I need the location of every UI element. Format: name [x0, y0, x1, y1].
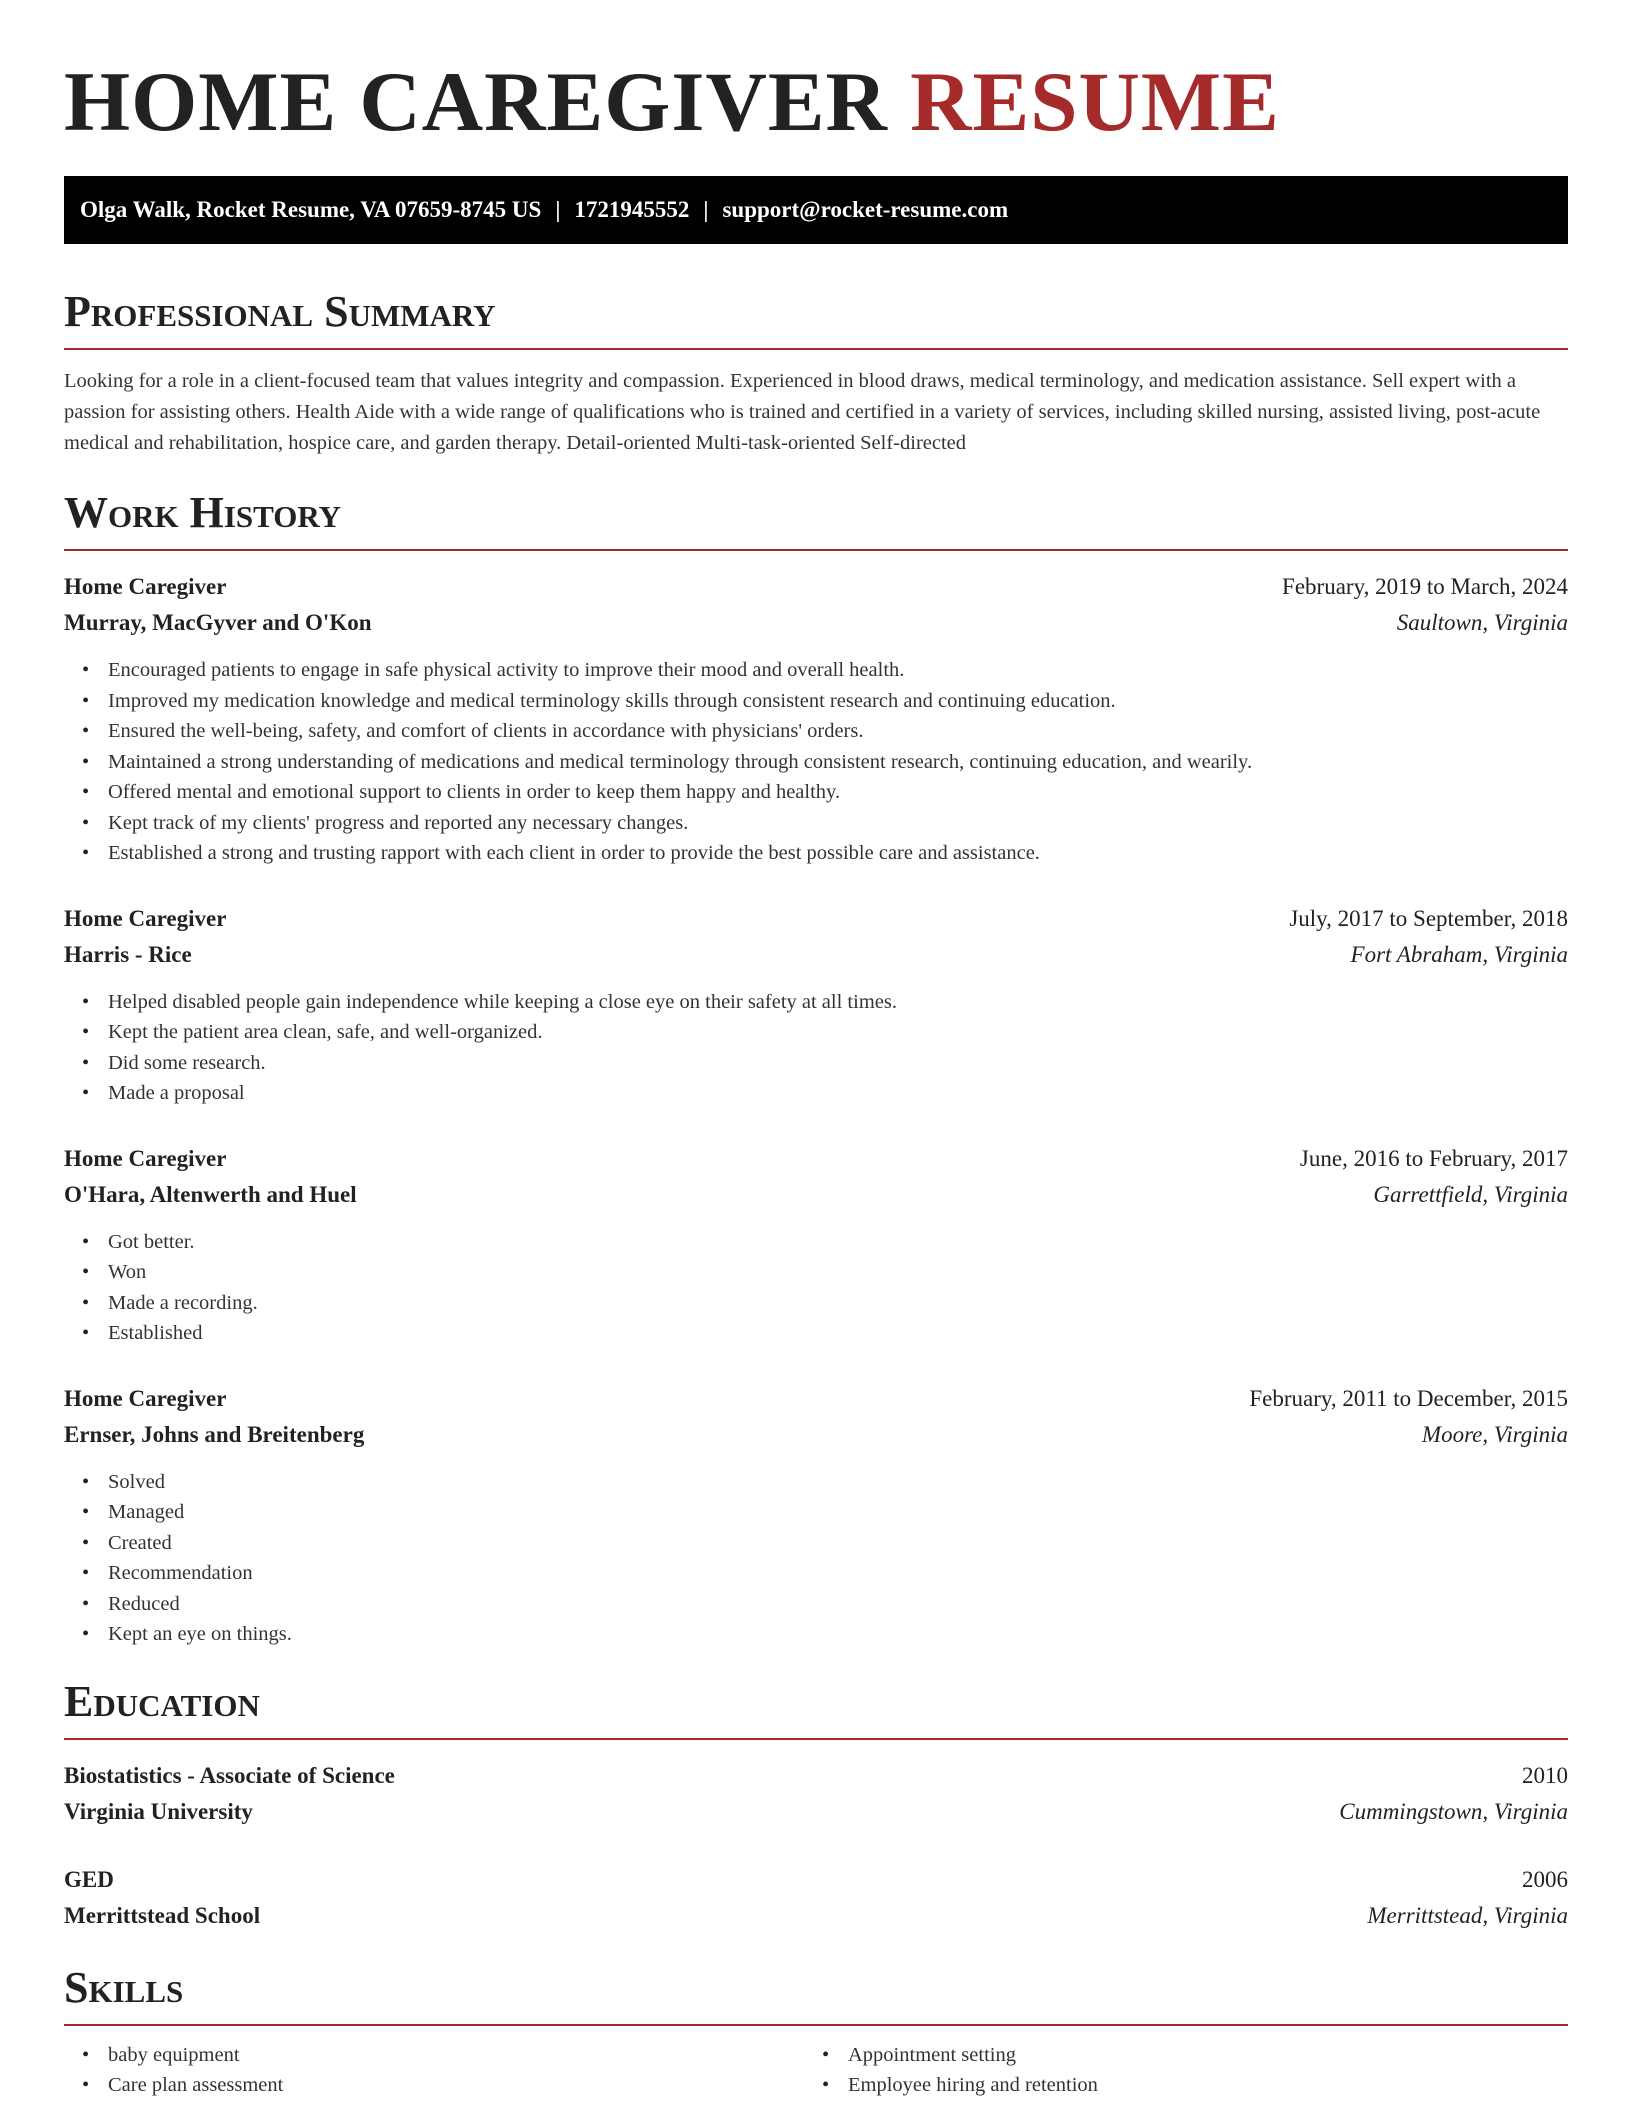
- list-item: • Created: [108, 1528, 1568, 1559]
- job-duties-list: [64, 655, 1568, 869]
- work-history-section: [64, 487, 1568, 1650]
- job-entry: [64, 569, 1568, 869]
- skill-item: • baby equipment: [108, 2040, 804, 2071]
- list-item: • Made a proposal: [108, 1078, 1568, 1109]
- job-location: Garrettfield, Virginia: [1373, 1181, 1568, 1207]
- education-header: [64, 1758, 1568, 1794]
- title-accent: RESUME: [910, 55, 1280, 149]
- list-item: • Managed: [108, 1497, 1568, 1528]
- job-subheader: [64, 605, 1568, 641]
- job-title: Home Caregiver: [64, 1385, 227, 1411]
- skills-list: [804, 2040, 1544, 2101]
- education-degree: Biostatistics - Associate of Science: [64, 1762, 395, 1788]
- list-item: • Reduced: [108, 1589, 1568, 1620]
- section-heading-education: Education: [64, 1676, 260, 1726]
- list-item: • Established a strong and trusting rapport with each client in order to provide the best possible care and assistance.: [108, 838, 1568, 869]
- education-degree: GED: [64, 1866, 114, 1892]
- page-title: [64, 0, 1568, 152]
- list-item: • Offered mental and emotional support to clients in order to keep them happy and healthy.: [108, 777, 1568, 808]
- summary-text: Looking for a role in a client-focused team that values integrity and compassion. Experienced in blood draws, medical terminology, and medication assistance. Sell expert with a passion for assisting others. Health Aide with a wide range of qualifications who is trained and certified in a variety of services, including skilled nursing, assisted living, post-acute medical and rehabilitation, hospice care, and garden therapy. Detail-oriented Multi-task-oriented Self-directed: [64, 370, 1541, 454]
- job-company: Harris - Rice: [64, 941, 192, 967]
- education-section: [64, 1676, 1568, 1934]
- job-dates: July, 2017 to September, 2018: [1289, 905, 1568, 931]
- job-title: Home Caregiver: [64, 905, 227, 931]
- education-location: Merrittstead, Virginia: [1367, 1902, 1568, 1928]
- education-year: 2010: [1522, 1762, 1568, 1788]
- job-duties-list: [64, 987, 1568, 1109]
- skill-item: • Employee hiring and retention: [848, 2070, 1544, 2101]
- education-subheader: [64, 1794, 1568, 1830]
- job-entry: [64, 1381, 1568, 1650]
- list-item: • Ensured the well-being, safety, and comfort of clients in accordance with physicians' orders.: [108, 716, 1568, 747]
- summary-section: [64, 286, 1568, 459]
- education-entry: [64, 1862, 1568, 1934]
- skill-item: • Care plan assessment: [108, 2070, 804, 2101]
- list-item: • Made a recording.: [108, 1288, 1568, 1319]
- contact-bar: [64, 176, 1568, 244]
- job-header: [64, 569, 1568, 605]
- job-subheader: [64, 1417, 1568, 1453]
- job-title: Home Caregiver: [64, 1145, 227, 1171]
- skills-section: [64, 1962, 1568, 2101]
- contact-separator: |: [703, 197, 709, 222]
- skills-column-left: [64, 2040, 804, 2101]
- title-main: HOME CAREGIVER: [64, 55, 888, 149]
- education-school: Merrittstead School: [64, 1902, 261, 1928]
- section-heading-work-history: Work History: [64, 488, 342, 537]
- education-entry: [64, 1758, 1568, 1830]
- skills-column-right: [804, 2040, 1544, 2101]
- list-item: • Solved: [108, 1467, 1568, 1498]
- job-title: Home Caregiver: [64, 574, 227, 599]
- education-location: Cummingstown, Virginia: [1339, 1798, 1568, 1824]
- list-item: • Improved my medication knowledge and medical terminology skills through consistent research and continuing education.: [108, 686, 1568, 717]
- list-item: • Maintained a strong understanding of medications and medical terminology through consistent research, continuing education, and wearily.: [108, 747, 1568, 778]
- education-year: 2006: [1522, 1866, 1568, 1892]
- contact-address: Olga Walk, Rocket Resume, VA 07659-8745 US: [80, 197, 542, 222]
- list-item: • Established: [108, 1318, 1568, 1349]
- contact-phone: 1721945552: [574, 197, 690, 222]
- skills-columns: [64, 2040, 1568, 2101]
- job-duties-list: [64, 1227, 1568, 1349]
- resume-page: [64, 0, 1568, 2101]
- list-item: • Won: [108, 1257, 1568, 1288]
- job-subheader: [64, 1177, 1568, 1213]
- list-item: • Kept track of my clients' progress and reported any necessary changes.: [108, 808, 1568, 839]
- job-header: [64, 1141, 1568, 1177]
- job-header: [64, 1381, 1568, 1417]
- list-item: • Recommendation: [108, 1558, 1568, 1589]
- job-subheader: [64, 937, 1568, 973]
- section-divider: [64, 348, 1568, 350]
- list-item: • Did some research.: [108, 1048, 1568, 1079]
- job-entry: [64, 1141, 1568, 1349]
- job-location: Moore, Virginia: [1421, 1421, 1568, 1447]
- job-dates: June, 2016 to February, 2017: [1299, 1145, 1568, 1171]
- section-heading-skills: Skills: [64, 1962, 184, 2012]
- section-divider: [64, 2024, 1568, 2026]
- list-item: • Encouraged patients to engage in safe physical activity to improve their mood and overall health.: [108, 655, 1568, 686]
- list-item: • Kept an eye on things.: [108, 1619, 1568, 1650]
- job-dates: February, 2011 to December, 2015: [1249, 1385, 1568, 1411]
- skills-list: [64, 2040, 804, 2101]
- section-divider: [64, 1738, 1568, 1740]
- job-dates: February, 2019 to March, 2024: [1282, 574, 1568, 599]
- job-duties-list: [64, 1467, 1568, 1650]
- job-entry: [64, 901, 1568, 1109]
- education-header: [64, 1862, 1568, 1898]
- list-item: • Got better.: [108, 1227, 1568, 1258]
- job-company: Ernser, Johns and Breitenberg: [64, 1421, 365, 1447]
- list-item: • Kept the patient area clean, safe, and well-organized.: [108, 1017, 1568, 1048]
- job-company: O'Hara, Altenwerth and Huel: [64, 1181, 357, 1207]
- list-item: • Helped disabled people gain independence while keeping a close eye on their safety at all times.: [108, 987, 1568, 1018]
- skill-item: • Appointment setting: [848, 2040, 1544, 2071]
- education-subheader: [64, 1898, 1568, 1934]
- section-heading-summary: Professional Summary: [64, 287, 496, 336]
- section-divider: [64, 549, 1568, 551]
- contact-separator: |: [555, 197, 561, 222]
- education-school: Virginia University: [64, 1798, 253, 1824]
- job-header: [64, 901, 1568, 937]
- job-location: Saultown, Virginia: [1396, 610, 1568, 635]
- job-company: Murray, MacGyver and O'Kon: [64, 610, 372, 635]
- contact-email: support@rocket-resume.com: [722, 197, 1009, 222]
- job-location: Fort Abraham, Virginia: [1350, 941, 1568, 967]
